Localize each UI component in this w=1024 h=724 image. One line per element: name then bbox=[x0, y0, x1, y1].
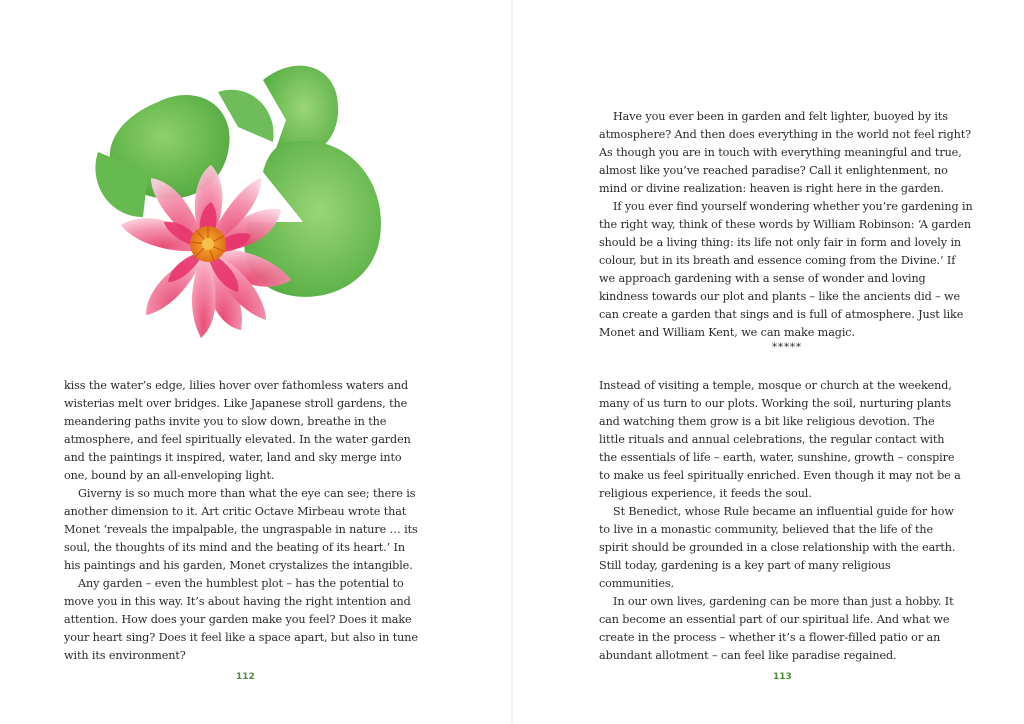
paragraph: If you ever find yourself wondering whether you’re gardening in the right way, think of these words by William Robinson: ‘A garden should be a living thing: its life not only fair in form and lovely in colour, but in its breath and essence coming from the Divine.’ If we approach gardening with a sense of wonder and loving kindness towards our plot and plants – like the ancients did – we can create a garden that sings and is full of atmosphere. Just like Monet and William Kent, we can make magic. bbox=[599, 200, 973, 339]
paragraph: kiss the water’s edge, lilies hover over fathomless waters and wisterias melt over bridges. Like Japanese stroll gardens, the meandering paths invite you to slow down, breathe in the atmosphere, and feel spiritually elevated. In the water garden and the paintings it inspired, water, land and sky merge into one, bound by an all-enveloping light. bbox=[64, 379, 411, 482]
paragraph: Have you ever been in garden and felt lighter, buoyed by its atmosphere? And then does everything in the world not feel right? As though you are in touch with everything meaningful and true, almost like you’ve reached paradise? Call it enlightenment, no mind or divine realization: heaven is right here in the garden. bbox=[599, 110, 972, 195]
page-number-right: 113 bbox=[773, 672, 792, 682]
paragraph: Any garden – even the humblest plot – has the potential to move you in this way. It’s about having the right intention and attention. How does your garden make you feel? Does it make your heart sing? Does it feel like a space apart, but also in tune with its environment? bbox=[64, 577, 418, 662]
water-lily-illustration-icon bbox=[88, 52, 398, 342]
paragraph: Giverny is so much more than what the eye can see; there is another dimension to it. Art critic Octave Mirbeau wrote that Monet ‘reveals the impalpable, the ungraspable in nature … its soul, the thoughts of its mind and the beating of its heart.’ In his paintings and his garden, Monet crystalizes the intangible. bbox=[64, 487, 418, 572]
paragraph: In our own lives, gardening can be more than just a hobby. It can become an essential part of our spiritual life. And what we create in the process – whether it’s a flower-filled patio or an abundant allotment – can feel like paradise regained. bbox=[599, 595, 954, 662]
right-bottom-body-text bbox=[599, 377, 963, 665]
left-body-text bbox=[64, 377, 420, 665]
paragraph: St Benedict, whose Rule became an influential guide for how to live in a monastic community, believed that the life of the spirit should be grounded in a close relationship with the earth. Still today, gardening is a key part of many religious communities. bbox=[599, 505, 956, 590]
page-number-left: 112 bbox=[236, 672, 255, 682]
section-separator: ***** bbox=[772, 342, 802, 353]
paragraph: Instead of visiting a temple, mosque or church at the weekend, many of us turn to our plots. Working the soil, nurturing plants and watching them grow is a bit like religious devotion. The little rituals and annual celebrations, the regular contact with the essentials of life – earth, water, sunshine, growth – conspire to make us feel spiritually enriched. Even though it may not be a religious experience, it feeds the soul. bbox=[599, 379, 961, 500]
right-top-body-text bbox=[599, 108, 973, 342]
right-page bbox=[512, 0, 1024, 724]
